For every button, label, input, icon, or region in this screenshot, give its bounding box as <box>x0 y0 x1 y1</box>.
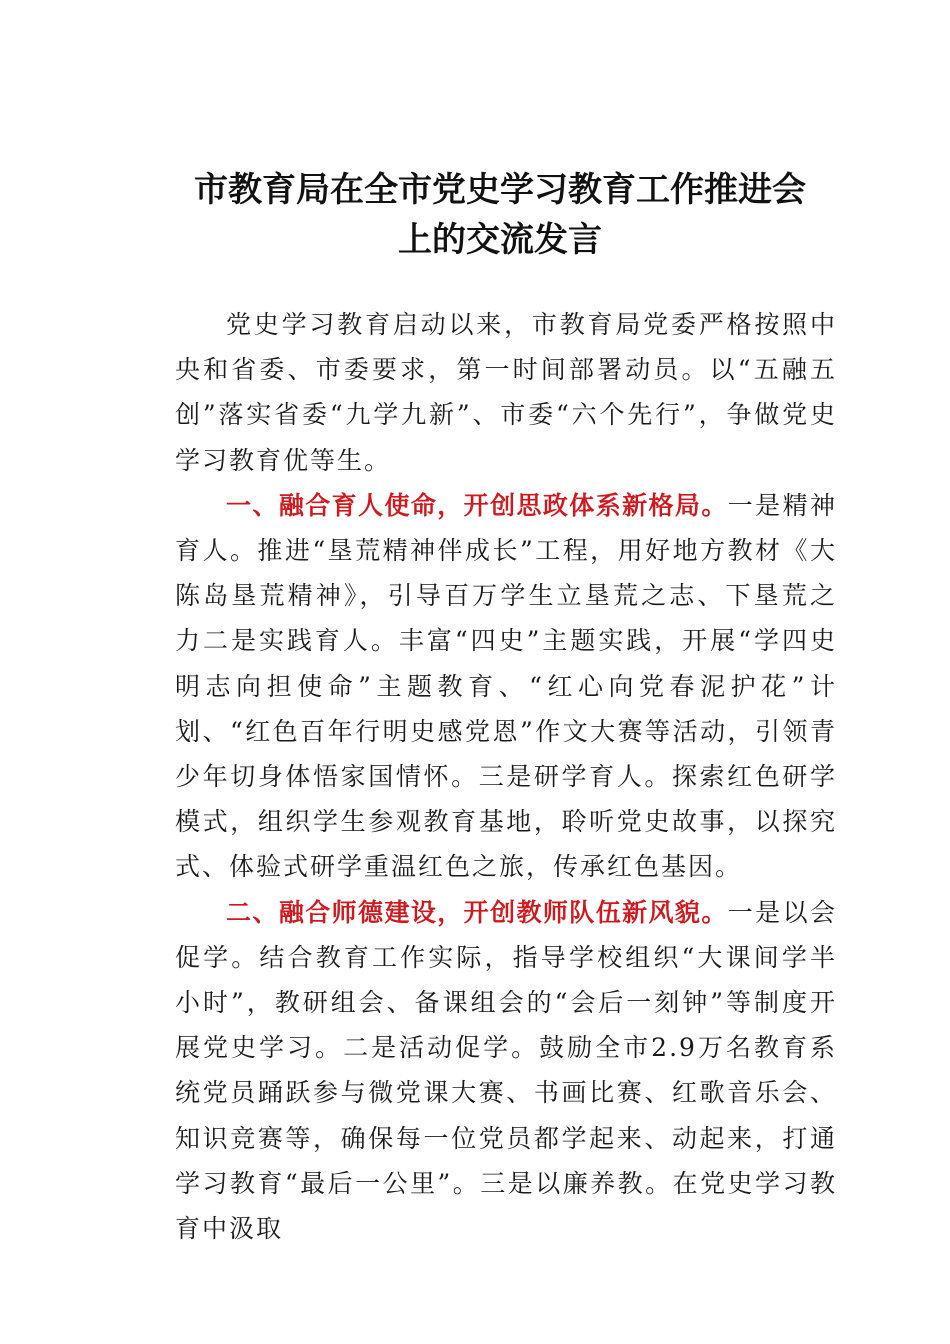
section-heading: 二、融合师德建设，开创教师队伍新风貌。 <box>226 897 728 927</box>
paragraph-intro <box>175 302 837 483</box>
title-line-2: 上的交流发言 <box>398 220 602 260</box>
document-title <box>150 165 850 265</box>
paragraph-text: 党史学习教育启动以来，市教育局党委严格按照中央和省委、市委要求，第一时间部署动员。以“五融五创”落实省委“九学九新”、市委“六个先行”，争做党史学习教育优等生。 <box>175 310 837 475</box>
paragraph-section-1 <box>175 483 837 890</box>
title-line-1: 市教育局在全市党史学习教育工作推进会 <box>194 170 806 210</box>
section-heading: 一、融合育人使命，开创思政体系新格局。 <box>226 490 728 520</box>
document-body <box>175 302 837 1251</box>
paragraph-text: 一是精神育人。推进“垦荒精神伴成长”工程，用好地方教材《大陈岛垦荒精神》，引导百万学生立垦荒之志、下垦荒之力二是实践育人。丰富“四史”主题实践，开展“学四史明志向担使命”主题教育、“红心向党春泥护花”计划、“红色百年行明史感党恩”作文大赛等活动，引领青少年切身体悟家国情怀。三是研学育人。探索红色研学模式，组织学生参观教育基地，聆听党史故事，以探究式、体验式研学重温红色之旅，传承红色基因。 <box>175 490 837 882</box>
paragraph-section-2 <box>175 890 837 1252</box>
paragraph-text: 一是以会促学。结合教育工作实际，指导学校组织“大课间学半小时”，教研组会、备课组会的“会后一刻钟”等制度开展党史学习。二是活动促学。鼓励全市2.9万名教育系统党员踊跃参与微党课大赛、书画比赛、红歌音乐会、知识竞赛等，确保每一位党员都学起来、动起来，打通学习教育“最后一公里”。三是以廉养教。在党史学习教育中汲取 <box>175 897 837 1244</box>
